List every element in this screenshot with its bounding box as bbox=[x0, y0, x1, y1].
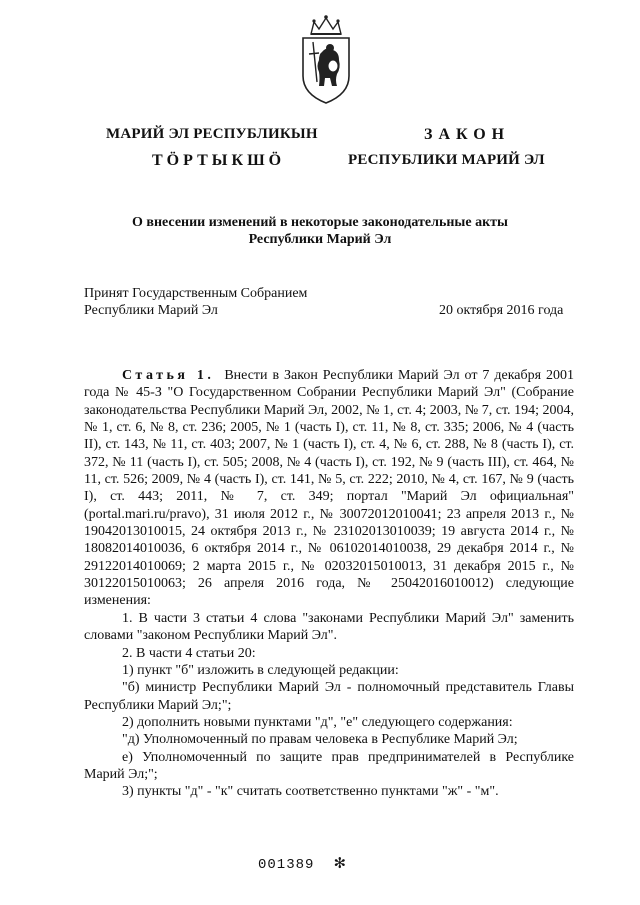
serial-number: 001389 bbox=[258, 857, 315, 873]
mari-el-coat-of-arms-icon bbox=[297, 14, 355, 106]
adoption-line2: Республики Марий Эл bbox=[84, 303, 218, 318]
header-law: ЗАКОН bbox=[424, 126, 511, 143]
asterisk-mark-icon: ✻ bbox=[334, 854, 347, 874]
article-intro-paragraph bbox=[84, 367, 574, 610]
article-item: 2. В части 4 статьи 20: bbox=[122, 645, 256, 661]
document-title-line2: Республики Марий Эл bbox=[248, 232, 392, 247]
adoption-line1: Принят Государственным Собранием bbox=[84, 286, 308, 301]
document-footer bbox=[258, 852, 346, 874]
article-item: е) Уполномоченный по защите прав предпринимателей в Республике Марий Эл;"; bbox=[84, 749, 574, 782]
article-item: 3) пункты "д" - "к" считать соответственно пунктами "ж" - "м". bbox=[122, 784, 499, 800]
header-mari-law: ТӦРТЫКШӦ bbox=[152, 152, 286, 169]
article-item: "д) Уполномоченный по правам человека в Республике Марий Эл; bbox=[122, 732, 518, 748]
article-label: Статья 1. bbox=[122, 368, 215, 383]
adoption-date: 20 октября 2016 года bbox=[439, 303, 564, 318]
header-mari-republic: МАРИЙ ЭЛ РЕСПУБЛИКЫН bbox=[106, 126, 318, 142]
article-item: 2) дополнить новыми пунктами "д", "е" следующего содержания: bbox=[122, 714, 513, 730]
article-item: 1. В части 3 статьи 4 слова "законами Республики Марий Эл" заменить словами "законом Республики Марий Эл". bbox=[84, 610, 574, 644]
header-republic: РЕСПУБЛИКИ МАРИЙ ЭЛ bbox=[348, 152, 545, 168]
document-title-line1: О внесении изменений в некоторые законодательные акты bbox=[132, 215, 508, 230]
article-intro: Внести в Закон Республики Марий Эл от 7 декабря 2001 года № 45-З "О Государственном Собрании Республики Марий Эл" (Собрание законодательства Республики Марий Эл, 2002, № 1, ст. 4; 2003, № 7, ст. 194; 2004, № 1, ст. 6, № 8, ст. 236; 2005, № 1 (часть I), ст. 11, № 8, ст. 335; 2006, № 4 (часть II), ст. 143, № 11, ст. 403; 2007, № 1 (часть I), ст. 4, № 6, ст. 288, № 8 (часть I), ст. 372, № 11 (часть I), ст. 505; 2008, № 4 (часть I), ст. 192, № 9 (часть III), ст. 464, № 11, ст. 526; 2009, № 4 (часть I), ст. 141, № 5, ст. 222; 2010, № 4, ст. 167, № 9 (часть I), ст. 443; 2011, № 7, ст. 349; портал "Марий Эл официальная" (portal.mari.ru/pravo), 31 июля 2012 г., № 30072012010041; 23 апреля 2013 г., № 19042013010015, 24 октября 2013 г., № 23102013010039; 19 августа 2014 г., № 18082014010036, 6 октября 2014 г., № 06102014010038, 29 декабря 2014 г., № 29122014010069; 2 марта 2015 г., № 02032015010013, 31 декабря 2015 г., № 30122015010063; 26 апреля 2016 года, № 25042016010012) следующие изменения: bbox=[84, 368, 575, 609]
article-body bbox=[84, 367, 574, 801]
article-item: 1) пункт "б" изложить в следующей редакции: bbox=[122, 662, 399, 678]
article-item: "б) министр Республики Марий Эл - полномочный представитель Главы Республики Марий Эл;"; bbox=[84, 680, 574, 713]
